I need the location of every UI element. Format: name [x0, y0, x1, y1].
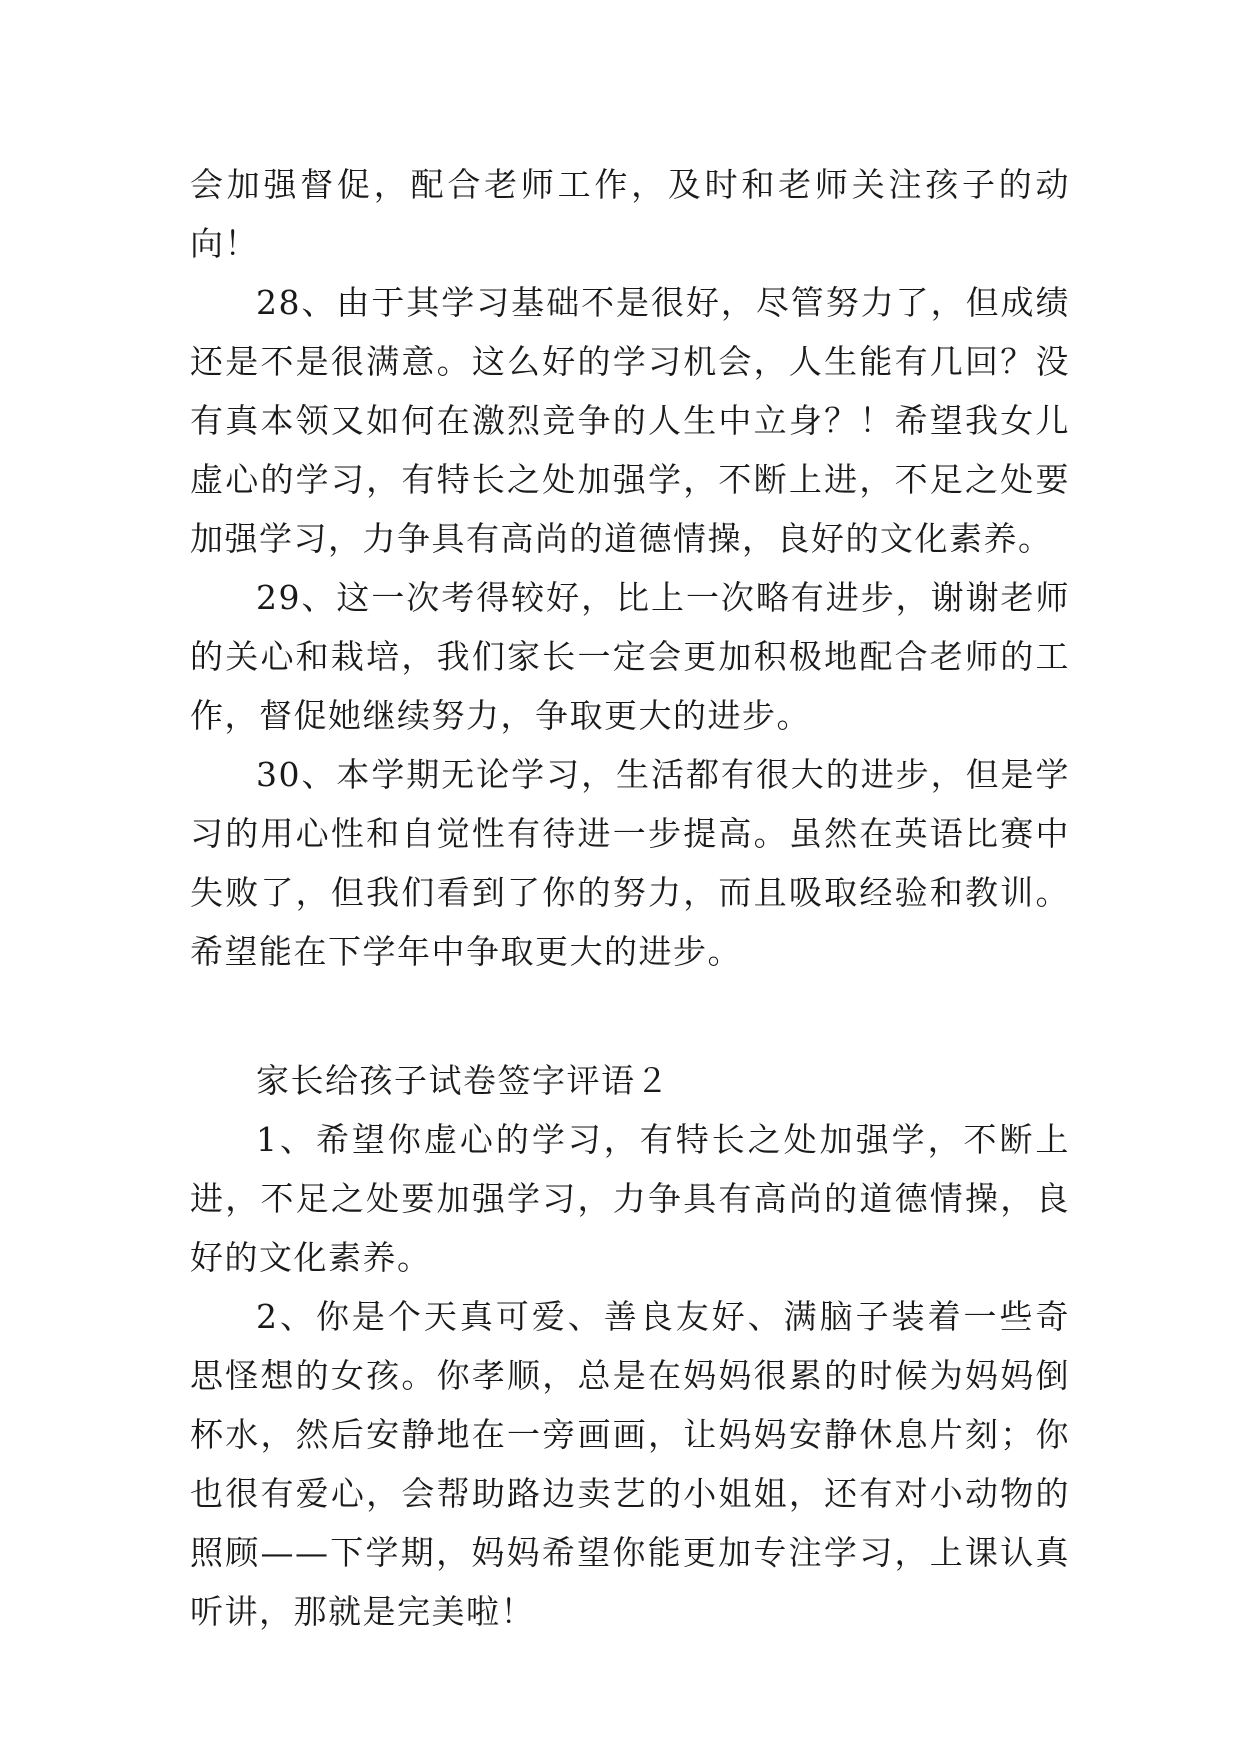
section-heading: 家长给孩子试卷签字评语２ [256, 1061, 670, 1100]
comment-30: 30、本学期无论学习，生活都有很大的进步，但是学习的用心性和自觉性有待进一步提高。虽然在英语比赛中失败了，但我们看到了你的努力，而且吸取经验和教训。希望能在下学年中争取更大的进步。 [190, 755, 1070, 971]
comment-1: 1、希望你虚心的学习，有特长之处加强学，不断上进，不足之处要加强学习，力争具有高尚的道德情操，良好的文化素养。 [190, 1120, 1070, 1277]
section-spacer [190, 981, 1070, 1051]
comment-28: 28、由于其学习基础不是很好，尽管努力了，但成绩还是不是很满意。这么好的学习机会，人生能有几回？没有真本领又如何在激烈竞争的人生中立身？！希望我女儿虚心的学习，有特长之处加强学，不断上进，不足之处要加强学习，力争具有高尚的道德情操，良好的文化素养。 [190, 283, 1070, 558]
document-page [190, 155, 1070, 1641]
comment-2: 2、你是个天真可爱、善良友好、满脑子装着一些奇思怪想的女孩。你孝顺，总是在妈妈很累的时候为妈妈倒杯水，然后安静地在一旁画画，让妈妈安静休息片刻；你也很有爱心，会帮助路边卖艺的小姐姐，还有对小动物的照顾——下学期，妈妈希望你能更加专注学习，上课认真听讲，那就是完美啦！ [190, 1297, 1070, 1631]
comment-29: 29、这一次考得较好，比上一次略有进步，谢谢老师的关心和栽培，我们家长一定会更加积极地配合老师的工作，督促她继续努力，争取更大的进步。 [190, 578, 1070, 735]
continuation-paragraph: 会加强督促，配合老师工作，及时和老师关注孩子的动向！ [190, 165, 1070, 263]
